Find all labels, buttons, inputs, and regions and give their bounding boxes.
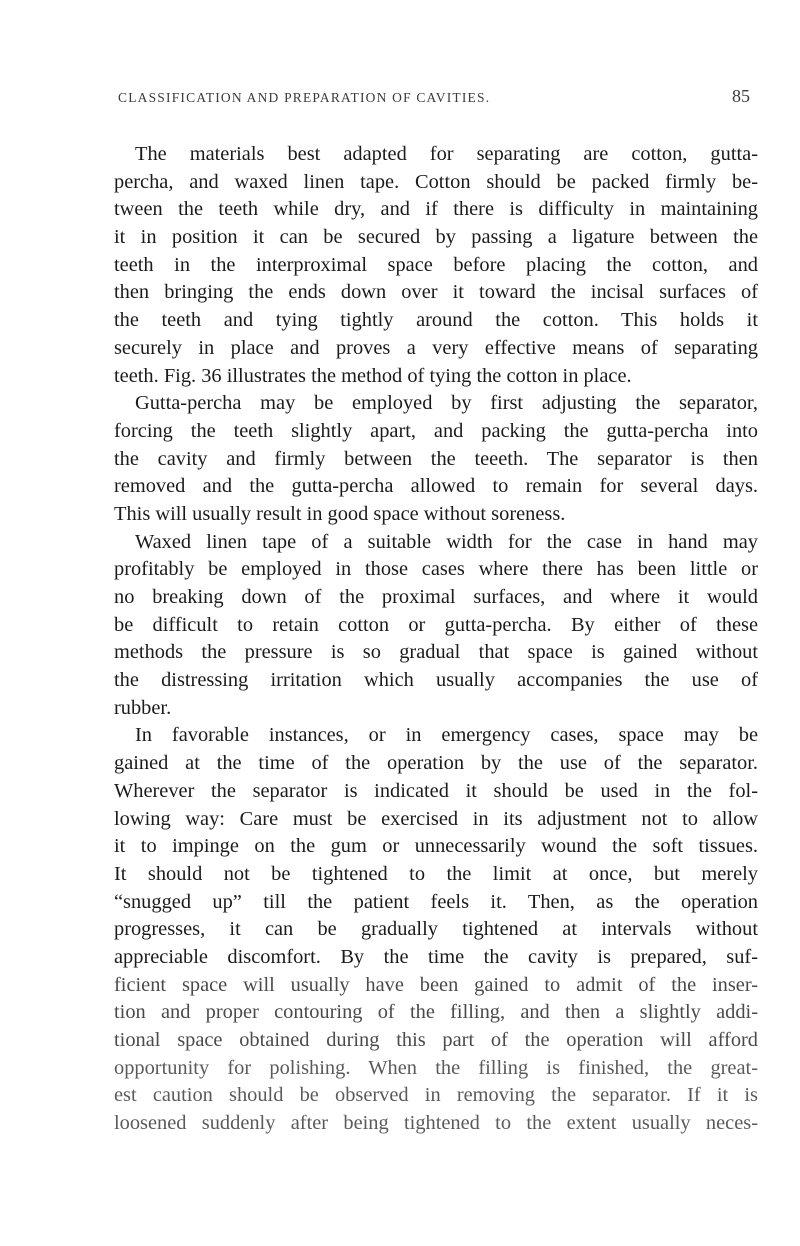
- text-line: Gutta-percha may be employed by first adjusting the separator,: [135, 392, 758, 415]
- text-line: then bringing the ends down over it toward the incisal surfaces of: [114, 281, 758, 304]
- text-line: loosened suddenly after being tightened to the extent usually neces-: [114, 1112, 758, 1135]
- page-number: 85: [732, 86, 750, 106]
- text-line: This will usually result in good space without soreness.: [114, 502, 566, 525]
- text-line: gained at the time of the operation by the use of the separator.: [114, 752, 758, 775]
- text-line: securely in place and proves a very effective means of separating: [114, 336, 758, 359]
- text-line: forcing the teeth slightly apart, and packing the gutta-percha into: [114, 419, 758, 442]
- body-text: [114, 141, 758, 1138]
- text-line: progresses, it can be gradually tightened at intervals without: [114, 918, 758, 941]
- text-line: The materials best adapted for separating are cotton, gutta-: [135, 143, 758, 165]
- text-line: methods the pressure is so gradual that space is gained without: [114, 641, 758, 664]
- text-line: percha, and waxed linen tape. Cotton should be packed firmly be-: [114, 170, 758, 193]
- text-line: it in position it can be secured by passing a ligature between the: [114, 226, 758, 249]
- text-line: lowing way: Care must be exercised in its adjustment not to allow: [114, 807, 758, 830]
- text-line: rubber.: [114, 696, 172, 719]
- running-header: [118, 86, 750, 110]
- text-line: opportunity for polishing. When the filling is finished, the great-: [114, 1056, 758, 1079]
- text-line: In favorable instances, or in emergency cases, space may be: [135, 724, 758, 747]
- text-line: ficient space will usually have been gained to admit of the inser-: [114, 973, 758, 996]
- text-line: It should not be tightened to the limit at once, but merely: [114, 862, 758, 885]
- text-line: tion and proper contouring of the filling, and then a slightly addi-: [114, 1001, 758, 1024]
- text-line: appreciable discomfort. By the time the cavity is prepared, suf-: [114, 945, 758, 968]
- text-line: the distressing irritation which usually accompanies the use of: [114, 669, 758, 692]
- text-line: Waxed linen tape of a suitable width for the case in hand may: [135, 530, 758, 553]
- text-line: Wherever the separator is indicated it should be used in the fol-: [114, 779, 758, 802]
- text-line: profitably be employed in those cases where there has been little or: [114, 558, 758, 581]
- text-line: no breaking down of the proximal surfaces, and where it would: [114, 586, 758, 608]
- text-line: the teeth and tying tightly around the cotton. This holds it: [114, 309, 758, 332]
- text-line: teeth in the interproximal space before placing the cotton, and: [114, 253, 758, 276]
- text-line: it to impinge on the gum or unnecessarily wound the soft tissues.: [114, 835, 758, 858]
- text-line: be difficult to retain cotton or gutta-percha. By either of these: [114, 613, 758, 636]
- text-line: tional space obtained during this part of the operation will afford: [114, 1029, 758, 1051]
- text-line: “snugged up” till the patient feels it. Then, as the operation: [114, 890, 758, 913]
- running-title: CLASSIFICATION AND PREPARATION OF CAVITIES.: [118, 90, 491, 105]
- text-line: the cavity and firmly between the teeeth. The separator is then: [114, 447, 758, 470]
- text-line: removed and the gutta-percha allowed to remain for several days.: [114, 475, 758, 498]
- text-line: est caution should be observed in removing the separator. If it is: [114, 1084, 758, 1107]
- text-line: teeth. Fig. 36 illustrates the method of tying the cotton in place.: [114, 364, 632, 387]
- text-line: tween the teeth while dry, and if there is difficulty in maintaining: [114, 198, 758, 221]
